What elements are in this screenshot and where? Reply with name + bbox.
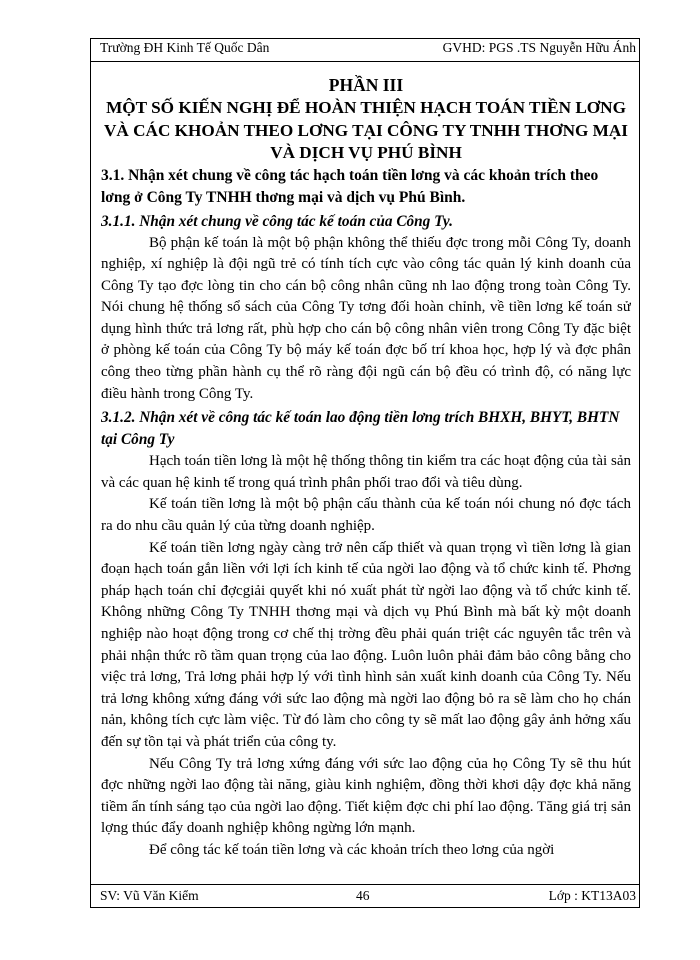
chapter-title: MỘT SỐ KIẾN NGHỊ ĐỂ HOÀN THIỆN HẠCH TOÁN TIỀN LƠNG VÀ CÁC KHOẢN THEO LƠNG TẠI CÔNG TY TNHH THƠNG MẠI VÀ DỊCH VỤ PHÚ BÌNH — [104, 98, 628, 162]
paragraph: Nếu Công Ty trả lơng xứng đáng với sức lao động của họ Công Ty sẽ thu hút đợc những ngời lao động tài năng, giàu kinh nghiệm, đồng thời khơi dậy đợc khả năng tiềm ẩn tính sáng tạo của ngời lao động. Tiết kiệm đợc chi phí lao động. Tăng giá trị sản lợng thúc đẩy doanh nghiệp không ngừng lớn mạnh. — [101, 755, 631, 837]
section-3-1-heading: 3.1. Nhận xét chung về công tác hạch toán tiền lơng và các khoản trích theo lơng ở Công Ty TNHH thơng mại và dịch vụ Phú Bình. — [101, 166, 599, 206]
paragraph: Kế toán tiền lơng ngày càng trở nên cấp thiết và quan trọng vì tiền lơng là gian đoạn hạch toán gắn liền với lợi ích kinh tế của ngời lao động và tổ chức kinh tế. Phơng pháp hạch toán chỉ đợcgiải quyết khi nó xuất phát từ ngời lao động và tổ chức kinh tế. Không những Công Ty TNHH thơng mại và dịch vụ Phú Bình mà bất kỳ một doanh nghiệp nào hoạt động trong cơ chế thị trờng đều phải quán triệt các nguyên tắc trên và phải nhận thức rõ tầm quan trọng của lao động. Luôn luôn phải đảm bảo công bằng cho việc trả lơng, Trả lơng phải hợp lý với tình hình sản xuất kinh doanh của Công Ty. Nếu trả lơng không xứng đáng với sức lao động mà ngời lao động bỏ ra sẽ làm cho họ chán nản, không tích cực làm việc. Từ đó làm cho công ty sẽ mất lao động gây ảnh hởng xấu đến sự tồn tại và phát triển của công ty. — [101, 539, 631, 750]
footer-student: SV: Vũ Văn Kiểm — [100, 888, 199, 903]
page-content — [101, 74, 631, 884]
page-number: 46 — [356, 888, 370, 903]
footer-class: Lớp : KT13A03 — [548, 888, 636, 903]
header-university: Trường ĐH Kinh Tế Quốc Dân — [100, 40, 270, 55]
header-divider — [90, 61, 640, 62]
section-3-1-1-heading: 3.1.1. Nhận xét chung về công tác kế toán của Công Ty. — [101, 212, 453, 230]
paragraph: Để công tác kế toán tiền lơng và các khoản trích theo lơng của ngời — [149, 841, 555, 858]
paragraph: Hạch toán tiền lơng là một hệ thống thông tin kiểm tra các hoạt động của tài sản và các quan hệ kinh tế trong quá trình phân phối trao đổi và tiêu dùng. — [101, 453, 631, 491]
header-advisor: GVHD: PGS .TS Nguyễn Hữu Ánh — [442, 40, 636, 55]
paragraph: Bộ phận kế toán là một bộ phận không thể thiếu đợc trong mỗi Công Ty, doanh nghiệp, xí nghiệp là đội ngũ trẻ có tính tích cực vào công tác quản lý kinh doanh của Công Ty tạo đợc lòng tin cho cán bộ công nhân cũng nh lao động trong toàn Công Ty. Nói chung hệ thống sổ sách của Công Ty tơng đối hoàn chỉnh, về tiền lơng kế toán sử dụng hình thức trả lơng rất, phù hợp cho cán bộ công nhân viên trong Công Ty đặc biệt ở phòng kế toán của Công Ty bộ máy kế toán đợc bố trí khoa học, hợp lý và đợc phân công theo từng phần hành cụ thể rõ ràng đội ngũ cán bộ đều có trình độ, có năng lực điều hành trong Công Ty. — [101, 234, 631, 402]
part-title: PHẦN III — [328, 75, 404, 95]
section-3-1-2-heading: 3.1.2. Nhận xét về công tác kế toán lao động tiền lơng trích BHXH, BHYT, BHTN tại Công Ty — [101, 409, 620, 449]
paragraph: Kế toán tiền lơng là một bộ phận cấu thành của kế toán nói chung nó đợc tách ra do nhu cầu quản lý của từng doanh nghiệp. — [101, 496, 631, 535]
footer-divider — [90, 884, 640, 885]
